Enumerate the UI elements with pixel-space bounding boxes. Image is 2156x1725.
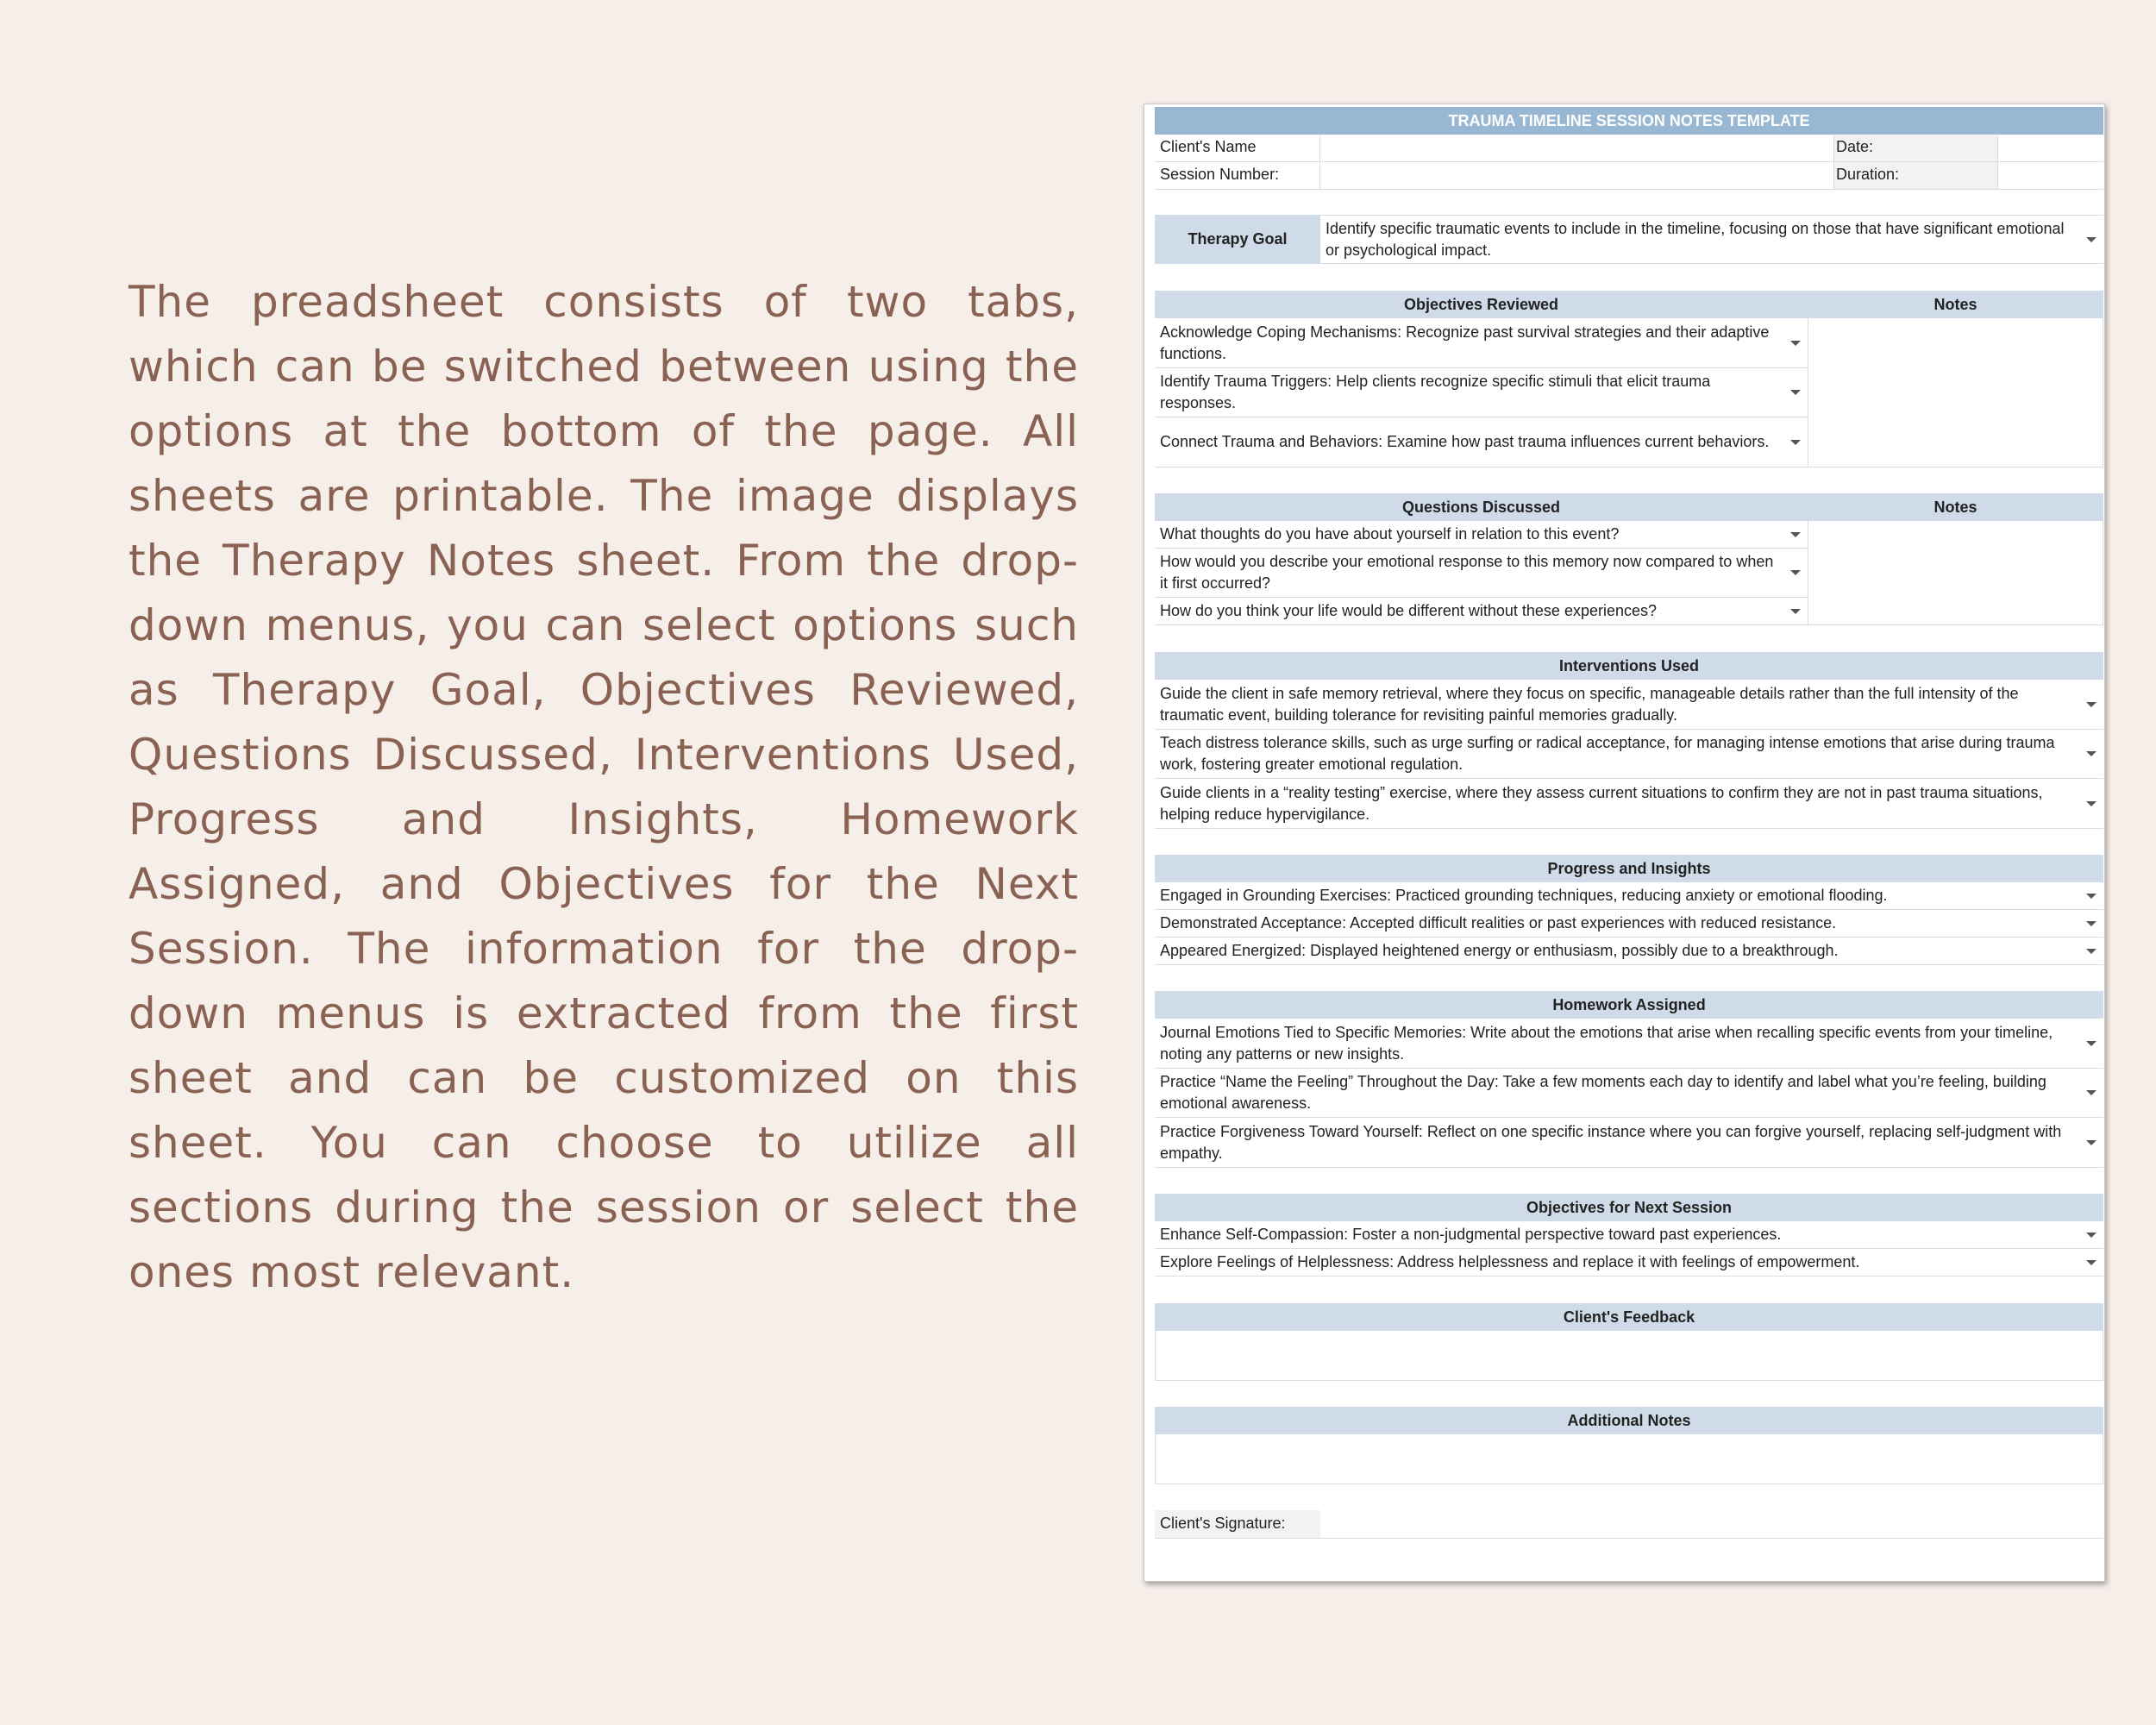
question-discussed-dropdown[interactable] xyxy=(1155,598,1808,625)
dropdown-arrow-icon[interactable] xyxy=(1790,609,1801,614)
intervention-text: Teach distress tolerance skills, such as urge surfing or radical acceptance, for managing intense emotions that arise during trauma work, fostering greater emotional regulation. xyxy=(1160,734,2055,773)
objective-reviewed-text: Identify Trauma Triggers: Help clients recognize specific stimuli that elicit trauma responses. xyxy=(1160,373,1711,411)
dropdown-arrow-icon[interactable] xyxy=(2086,1140,2096,1145)
date-input[interactable] xyxy=(1998,135,2103,161)
dropdown-arrow-icon[interactable] xyxy=(2086,1233,2096,1238)
homework-text: Practice Forgiveness Toward Yourself: Reflect on one specific instance where you can forgive yourself, replacing self-judgment with empathy. xyxy=(1160,1122,2062,1162)
dropdown-arrow-icon[interactable] xyxy=(2086,1041,2096,1046)
description-text: The preadsheet consists of two tabs, which can be switched between using the options at the bottom of the page. All sheets are printable. The image displays the Therapy Notes sheet. From the drop-down menus, you can select options such as Therapy Goal, Objectives Reviewed, Questions Discussed, Interventions Used, Progress and Insights, Homework Assigned, and Objectives for the Next Session. The information for the drop-down menus is extracted from the first sheet and can be customized on this sheet. You can choose to utilize all sections during the session or select the ones most relevant. xyxy=(128,277,1079,1297)
duration-label: Duration: xyxy=(1836,166,1900,183)
next-objective-text: Enhance Self-Compassion: Foster a non-judgmental perspective toward past experiences. xyxy=(1160,1226,1782,1243)
progress-text: Engaged in Grounding Exercises: Practiced grounding techniques, reducing anxiety or emotional flooding. xyxy=(1160,887,1888,904)
progress-dropdown[interactable] xyxy=(1155,882,2103,910)
objective-reviewed-text: Connect Trauma and Behaviors: Examine how past trauma influences current behaviors. xyxy=(1160,433,1770,450)
session-number-input[interactable] xyxy=(1320,162,1833,188)
duration-input[interactable] xyxy=(1998,162,2103,188)
progress-dropdown[interactable] xyxy=(1155,910,2103,938)
client-name-input[interactable] xyxy=(1320,135,1833,161)
date-label: Date: xyxy=(1836,138,1874,155)
progress-insights-header: Progress and Insights xyxy=(1155,855,2103,882)
intervention-dropdown[interactable] xyxy=(1155,730,2103,779)
dropdown-arrow-icon[interactable] xyxy=(2086,1090,2096,1095)
question-discussed-dropdown[interactable] xyxy=(1155,549,1808,598)
progress-dropdown[interactable] xyxy=(1155,938,2103,965)
objectives-reviewed-header: Objectives Reviewed xyxy=(1155,291,1808,318)
clients-feedback-header: Client's Feedback xyxy=(1155,1303,2103,1331)
interventions-used-header: Interventions Used xyxy=(1155,652,2103,680)
question-discussed-text: What thoughts do you have about yourself in relation to this event? xyxy=(1160,525,1620,543)
dropdown-arrow-icon[interactable] xyxy=(1790,341,1801,346)
next-objective-text: Explore Feelings of Helplessness: Address helplessness and replace it with feelings of empowerment. xyxy=(1160,1253,1860,1270)
question-discussed-dropdown[interactable] xyxy=(1155,521,1808,549)
questions-discussed-header: Questions Discussed xyxy=(1155,493,1808,521)
homework-dropdown[interactable] xyxy=(1155,1069,2103,1118)
homework-dropdown[interactable] xyxy=(1155,1019,2103,1069)
dropdown-arrow-icon[interactable] xyxy=(1790,440,1801,445)
objective-reviewed-dropdown[interactable] xyxy=(1155,318,1808,368)
additional-notes-input[interactable] xyxy=(1155,1434,2103,1484)
objective-reviewed-text: Acknowledge Coping Mechanisms: Recognize past survival strategies and their adaptive functions. xyxy=(1160,323,1770,362)
progress-text: Demonstrated Acceptance: Accepted difficult realities or past experiences with reduced resistance. xyxy=(1160,914,1837,932)
homework-text: Journal Emotions Tied to Specific Memories: Write about the emotions that arise when recalling specific events from your timeline, noting any patterns or new insights. xyxy=(1160,1023,2053,1063)
signature-input[interactable] xyxy=(1321,1510,2103,1538)
dropdown-arrow-icon[interactable] xyxy=(1790,570,1801,575)
progress-text: Appeared Energized: Displayed heightened energy or enthusiasm, possibly due to a breakthrough. xyxy=(1160,942,1839,959)
dropdown-arrow-icon[interactable] xyxy=(2086,921,2096,926)
intervention-text: Guide the client in safe memory retrieval, where they focus on specific, manageable details rather than the full intensity of the traumatic event, building tolerance for revisiting painful memories gradually. xyxy=(1160,684,2019,724)
objective-reviewed-dropdown[interactable] xyxy=(1155,368,1808,417)
sheet-title: TRAUMA TIMELINE SESSION NOTES TEMPLATE xyxy=(1155,107,2103,135)
clients-feedback-input[interactable] xyxy=(1155,1331,2103,1381)
question-discussed-text: How would you describe your emotional response to this memory now compared to when it first occurred? xyxy=(1160,553,1774,592)
therapy-goal-dropdown[interactable] xyxy=(1320,215,2103,264)
dropdown-arrow-icon[interactable] xyxy=(2086,894,2096,899)
questions-notes-cell[interactable] xyxy=(1808,521,2103,625)
objectives-notes-header: Notes xyxy=(1808,291,2103,318)
objectives-notes-cell[interactable] xyxy=(1808,318,2103,467)
therapy-goal-value: Identify specific traumatic events to include in the timeline, focusing on those that have significant emotional or psychological impact. xyxy=(1326,219,2065,259)
dropdown-arrow-icon[interactable] xyxy=(2086,751,2096,756)
dropdown-arrow-icon[interactable] xyxy=(2086,949,2096,954)
objective-reviewed-dropdown[interactable] xyxy=(1155,417,1808,467)
dropdown-arrow-icon[interactable] xyxy=(1790,532,1801,537)
questions-notes-header: Notes xyxy=(1808,493,2103,521)
dropdown-arrow-icon[interactable] xyxy=(2086,702,2096,707)
homework-assigned-header: Homework Assigned xyxy=(1155,991,2103,1019)
dropdown-arrow-icon[interactable] xyxy=(2086,801,2096,806)
spreadsheet-sheet xyxy=(1144,104,2105,1582)
additional-notes-header: Additional Notes xyxy=(1155,1407,2103,1434)
question-discussed-text: How do you think your life would be different without these experiences? xyxy=(1160,602,1658,619)
session-number-label: Session Number: xyxy=(1160,166,1280,183)
next-objective-dropdown[interactable] xyxy=(1155,1221,2103,1249)
signature-label: Client's Signature: xyxy=(1160,1515,1286,1532)
dropdown-arrow-icon[interactable] xyxy=(2086,1260,2096,1265)
homework-text: Practice “Name the Feeling” Throughout the Day: Take a few moments each day to identify and label what you’re feeling, building emotional awareness. xyxy=(1160,1073,2046,1112)
homework-dropdown[interactable] xyxy=(1155,1118,2103,1168)
therapy-goal-label: Therapy Goal xyxy=(1155,215,1320,264)
objectives-next-session-header: Objectives for Next Session xyxy=(1155,1194,2103,1221)
intervention-dropdown[interactable] xyxy=(1155,680,2103,730)
intervention-text: Guide clients in a “reality testing” exercise, where they assess current situations to confirm they are not in past trauma situations, helping reduce hypervigilance. xyxy=(1160,783,2043,823)
next-objective-dropdown[interactable] xyxy=(1155,1249,2103,1276)
dropdown-arrow-icon[interactable] xyxy=(1790,390,1801,395)
client-name-label: Client's Name xyxy=(1160,138,1257,155)
intervention-dropdown[interactable] xyxy=(1155,779,2103,829)
dropdown-arrow-icon[interactable] xyxy=(2086,237,2096,242)
